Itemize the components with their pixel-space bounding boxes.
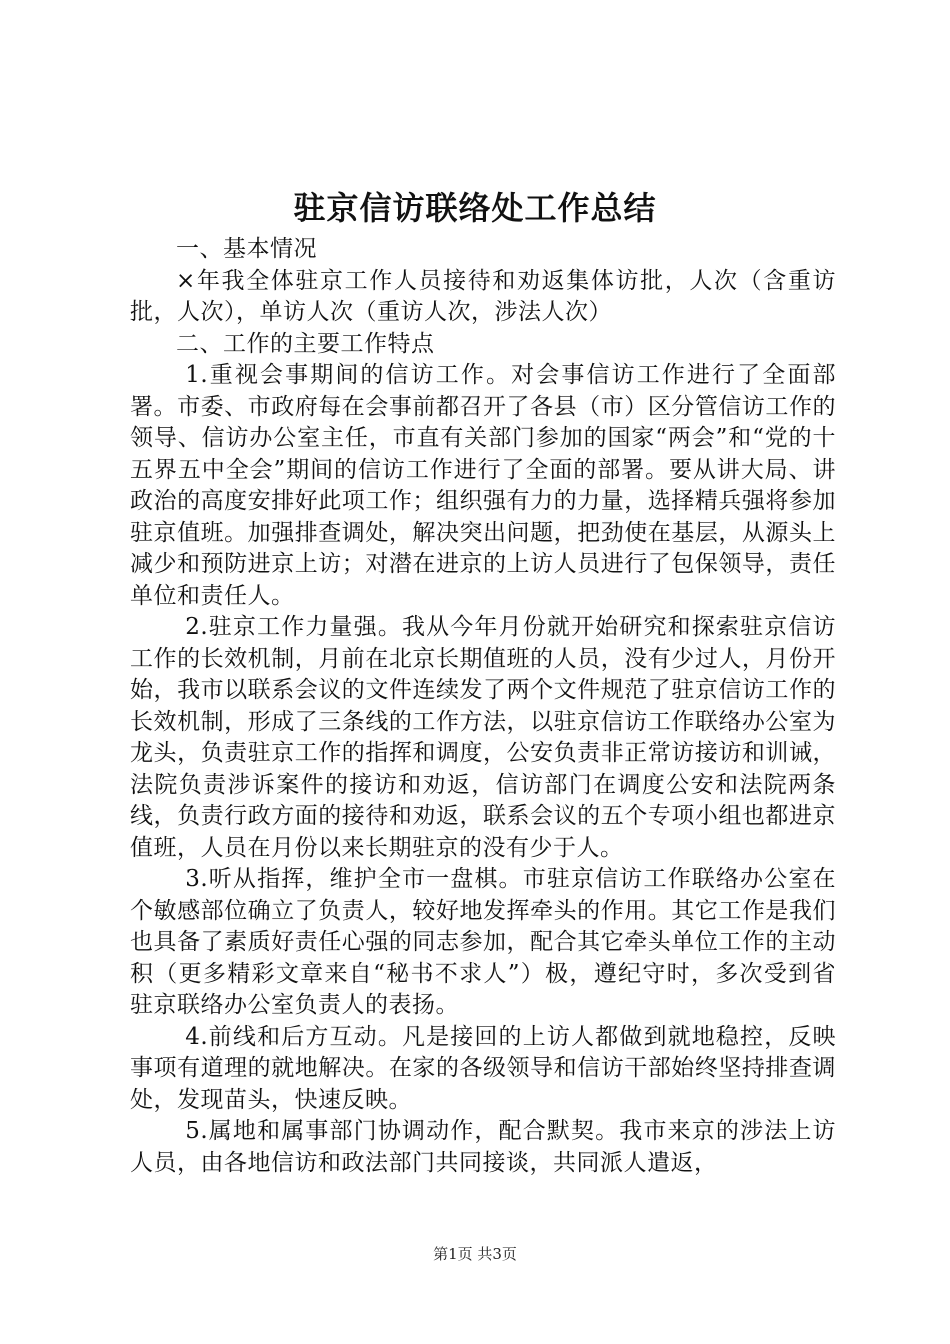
paragraph-item-1: 1.重视会事期间的信访工作。对会事信访工作进行了全面部署。市委、市政府每在会事前都召开了各县（市）区分管信访工作的领导、信访办公室主任，市直有关部门参加的国家“两会”和“党的十五界五中全会”期间的信访工作进行了全面的部署。要从讲大局、讲政治的高度安排好此项工作；组织强有力的力量，选择精兵强将参加驻京值班。加强排查调处，解决突出问题，把劲使在基层，从源头上减少和预防进京上访；对潜在进京的上访人员进行了包保领导，责任单位和责任人。	[130, 362, 836, 609]
section-heading-basic: 一、基本情况	[176, 236, 317, 262]
page-footer: 第1页 共3页	[433, 1245, 517, 1263]
section-heading-features: 二、工作的主要工作特点	[176, 330, 435, 357]
paragraph-item-3: 3.听从指挥，维护全市一盘棋。市驻京信访工作联络办公室在个敏感部位确立了负责人，较好地发挥牵头的作用。其它工作是我们也具备了素质好责任心强的同志参加，配合其它牵头单位工作的主动积（更多精彩文章来自“秘书不求人”）极，遵纪守时，多次受到省驻京联络办公室负责人的表扬。	[130, 866, 836, 1018]
document-body	[130, 234, 836, 1179]
paragraph-statistics: ×年我全体驻京工作人员接待和劝返集体访批，人次（含重访批，人次），单访人次（重访人次，涉法人次）	[130, 267, 836, 325]
paragraph-item-4: 4.前线和后方互动。凡是接回的上访人都做到就地稳控，反映事项有道理的就地解决。在家的各级领导和信访干部始终坚持排查调处，发现苗头，快速反映。	[130, 1023, 836, 1113]
paragraph-item-2: 2.驻京工作力量强。我从今年月份就开始研究和探索驻京信访工作的长效机制，月前在北京长期值班的人员，没有少过人，月份开始，我市以联系会议的文件连续发了两个文件规范了驻京信访工作的长效机制，形成了三条线的工作方法，以驻京信访工作联络办公室为龙头，负责驻京工作的指挥和调度，公安负责非正常访接访和训诫，法院负责涉诉案件的接访和劝返，信访部门在调度公安和法院两条线，负责行政方面的接待和劝返，联系会议的五个专项小组也都进京值班，人员在月份以来长期驻京的没有少于人。	[130, 614, 836, 861]
paragraph-item-5: 5.属地和属事部门协调动作，配合默契。我市来京的涉法上访人员，由各地信访和政法部门共同接谈，共同派人遣返，	[130, 1118, 836, 1176]
document-title: 驻京信访联络处工作总结	[293, 189, 657, 227]
